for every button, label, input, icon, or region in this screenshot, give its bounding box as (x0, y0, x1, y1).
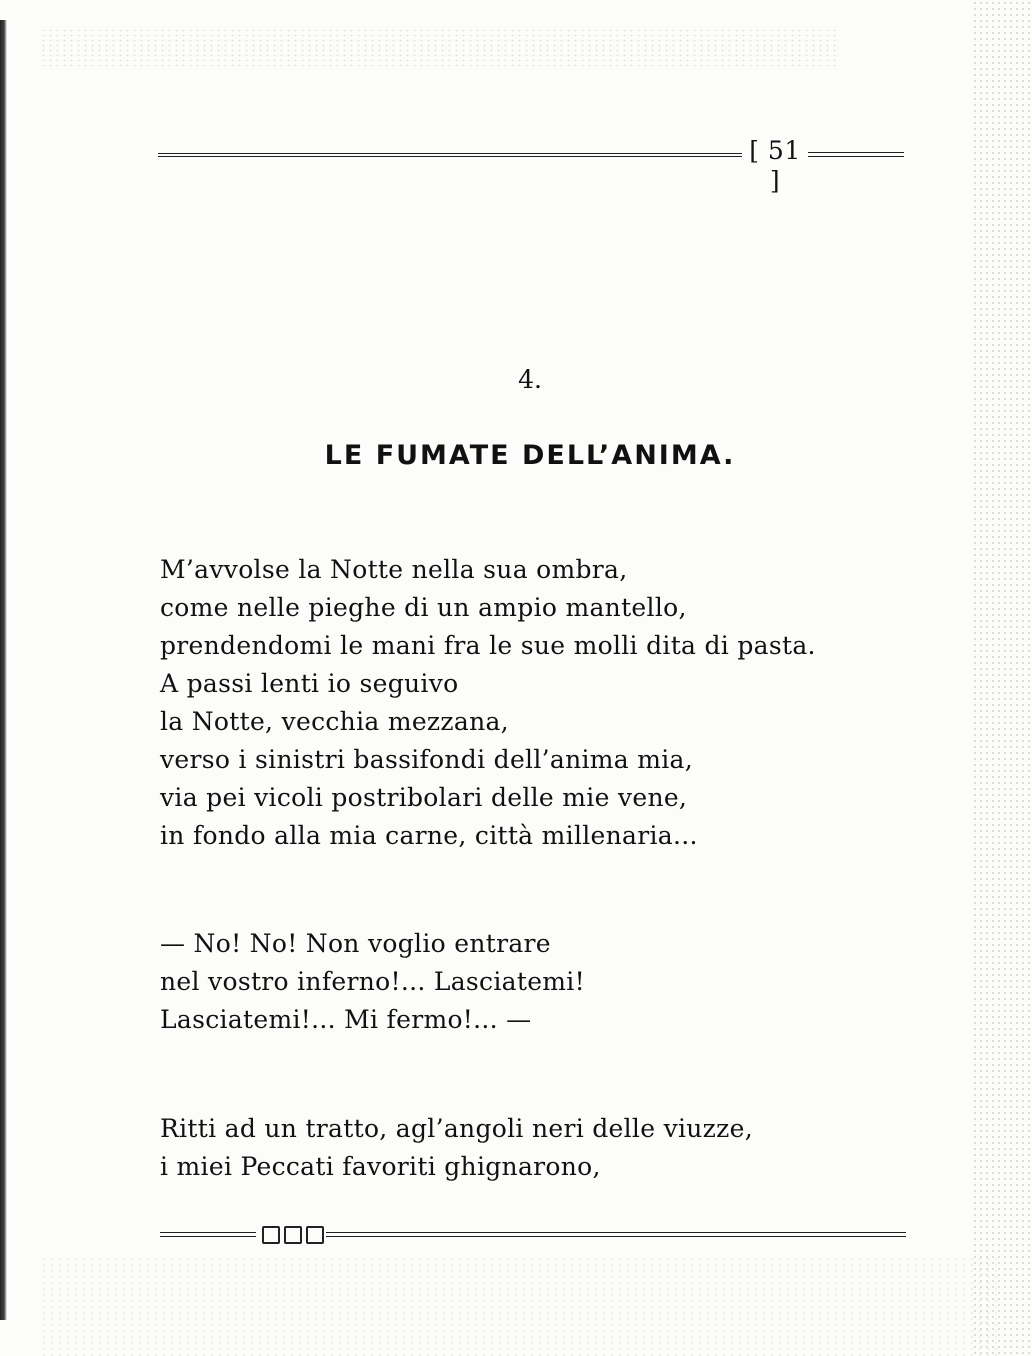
ornament-square-icon (284, 1226, 302, 1244)
section-number: 4. (518, 365, 542, 394)
verse-line: A passi lenti io seguivo (160, 669, 459, 698)
verse-line: nel vostro inferno!... Lasciatemi! (160, 967, 585, 996)
verse-line: Lasciatemi!... Mi fermo!... — (160, 1005, 532, 1034)
footer-rule-right (326, 1232, 906, 1237)
verse-line: via pei vicoli postribolari delle mie vene, (160, 783, 688, 812)
page-header (158, 136, 904, 195)
verse-line: come nelle pieghe di un ampio mantello, (160, 593, 687, 622)
verse-line: i miei Peccati favoriti ghignarono, (160, 1152, 601, 1181)
paper-speckle-top (40, 28, 840, 68)
verse-line: Ritti ad un tratto, agl’angoli neri delle viuzze, (160, 1114, 753, 1143)
stanza-3 (160, 1110, 753, 1186)
ornament-square-icon (306, 1226, 324, 1244)
header-rule-left (158, 153, 742, 157)
paper-speckle-right (972, 0, 1032, 1356)
verse-line: prendendomi le mani fra le sue molli dita di pasta. (160, 631, 816, 660)
footer-box-ornament (262, 1226, 324, 1244)
verse-line: in fondo alla mia carne, città millenaria... (160, 821, 698, 850)
verse-line: M’avvolse la Notte nella sua ombra, (160, 555, 628, 584)
stanza-2 (160, 925, 585, 1039)
verse-line: verso i sinistri bassifondi dell’anima mia, (160, 745, 693, 774)
page-footer-ornament (160, 1225, 906, 1249)
paper-speckle-bottom (40, 1256, 1000, 1356)
verse-line: la Notte, vecchia mezzana, (160, 707, 509, 736)
stanza-1 (160, 551, 816, 855)
verse-line: — No! No! Non voglio entrare (160, 929, 551, 958)
poem-title: LE FUMATE DELL’ANIMA. (324, 440, 736, 471)
ornament-square-icon (262, 1226, 280, 1244)
footer-rule-left (160, 1232, 256, 1237)
header-rule-right (808, 152, 904, 157)
page-number: [ 51 ] (749, 136, 801, 195)
binding-edge (0, 20, 7, 1320)
